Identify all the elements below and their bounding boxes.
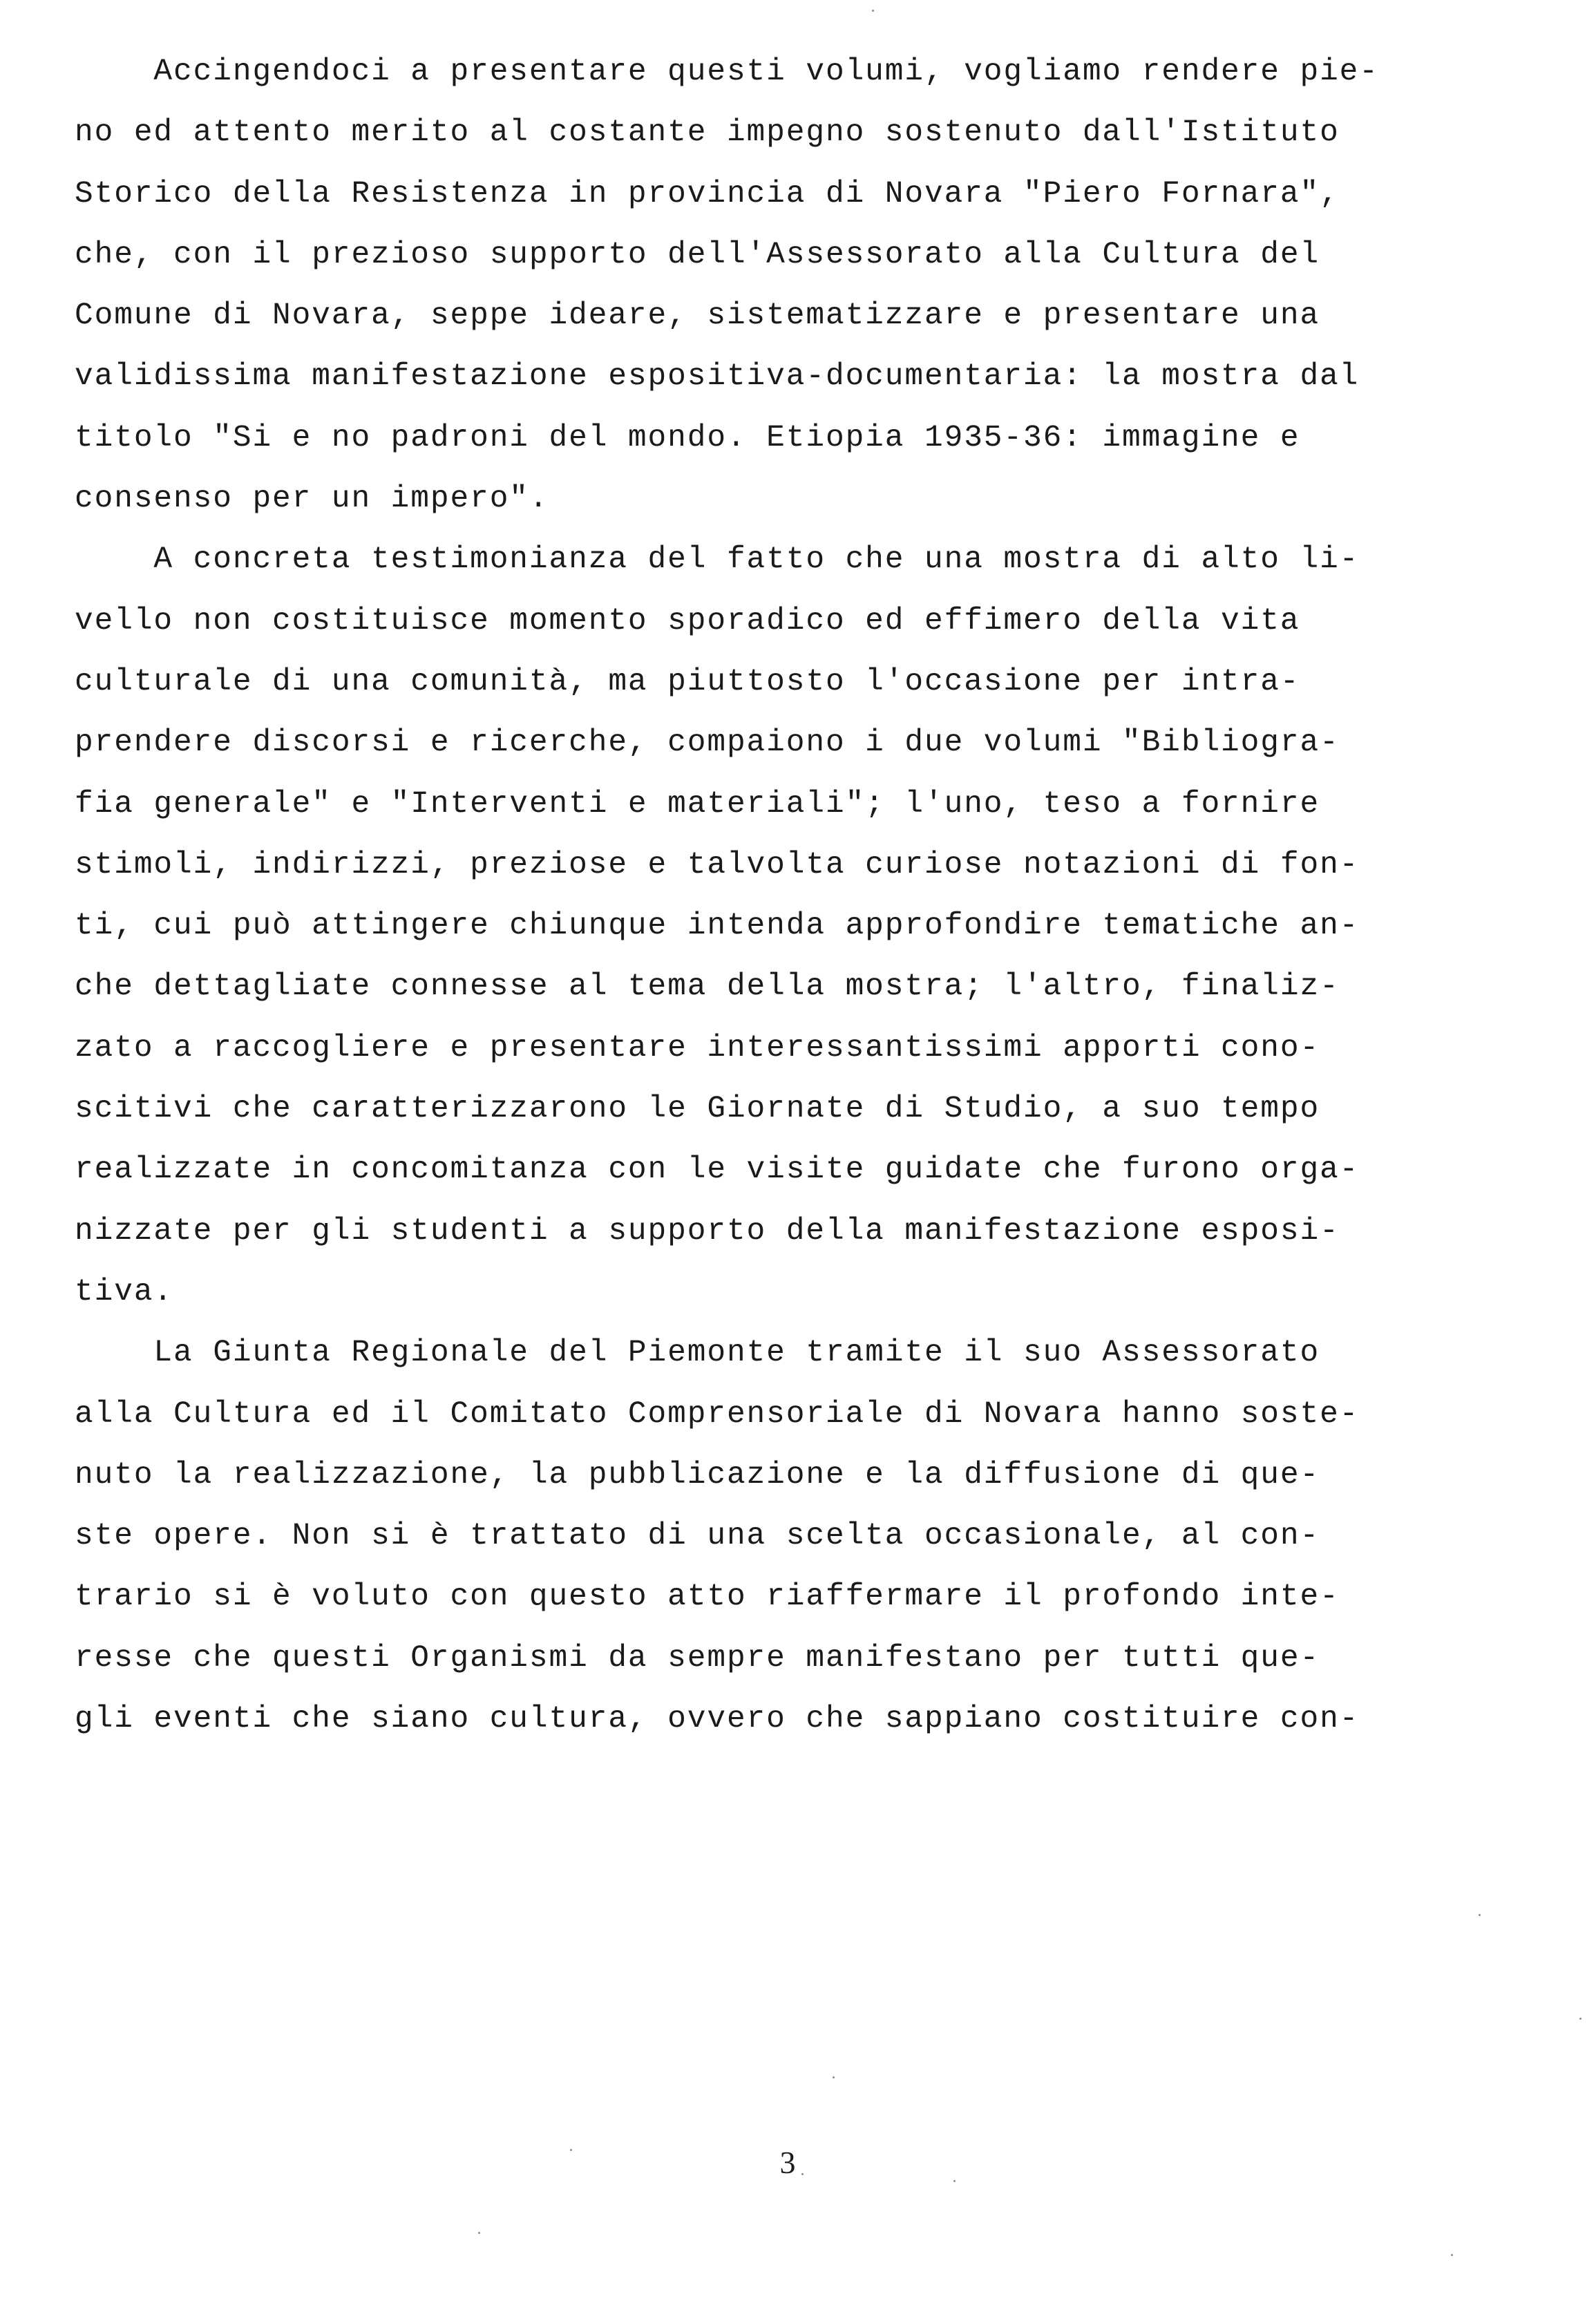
text-line: tiva. [75, 1274, 174, 1309]
scan-speck [1579, 2018, 1581, 2020]
text-line: validissima manifestazione espositiva-documentaria: la mostra dal [75, 359, 1360, 395]
text-line: Accingendoci a presentare questi volumi, vogliamo rendere pie- [75, 55, 1379, 89]
text-line: vello non costituisce momento sporadico ed effimero della vita [75, 603, 1300, 638]
scan-speck [1479, 1914, 1481, 1916]
text-line: gli eventi che siano cultura, ovvero che sappiano costituire con- [75, 1702, 1360, 1737]
text-line: che, con il prezioso supporto dell'Assessorato alla Cultura del [75, 237, 1320, 272]
text-line: titolo "Si e no padroni del mondo. Etiopia 1935-36: immagine e [75, 420, 1300, 455]
scan-speck [872, 10, 874, 12]
text-line: trario si è voluto con questo atto riaffermare il profondo inte- [75, 1580, 1340, 1615]
text-line: nuto la realizzazione, la pubblicazione e la diffusione di que- [75, 1457, 1320, 1492]
text-line: realizzate in concomitanza con le visite guidate che furono orga- [75, 1153, 1360, 1188]
scan-speck [1451, 2254, 1453, 2256]
text-line: nizzate per gli studenti a supporto della manifestazione esposi- [75, 1213, 1340, 1249]
scan-speck [833, 2076, 835, 2078]
text-line: zato a raccogliere e presentare interessantissimi apporti cono- [75, 1030, 1320, 1065]
text-line: alla Cultura ed il Comitato Comprensoriale di Novara hanno soste- [75, 1396, 1360, 1432]
text-line: Storico della Resistenza in provincia di Novara "Piero Fornara", [75, 176, 1340, 211]
text-line: La Giunta Regionale del Piemonte tramite il suo Assessorato [75, 1336, 1320, 1371]
text-line: culturale di una comunità, ma piuttosto l'occasione per intra- [75, 664, 1300, 699]
scan-speck [478, 2232, 480, 2234]
text-line: stimoli, indirizzi, preziose e talvolta curiose notazioni di fon- [75, 847, 1360, 882]
text-line: scitivi che caratterizzarono le Giornate di Studio, a suo tempo [75, 1092, 1320, 1127]
page-number: 3 [779, 2145, 796, 2180]
text-line: consenso per un impero". [75, 482, 549, 517]
scan-speck [801, 2173, 804, 2175]
scan-speck [570, 2149, 572, 2151]
text-line: che dettagliate connesse al tema della mostra; l'altro, finaliz- [75, 969, 1340, 1005]
text-line: A concreta testimonianza del fatto che una mostra di alto li- [75, 542, 1360, 578]
text-line: prendere discorsi e ricerche, compaiono i due volumi "Bibliogra- [75, 726, 1340, 761]
text-line: resse che questi Organismi da sempre manifestano per tutti que- [75, 1640, 1320, 1676]
text-line: no ed attento merito al costante impegno sostenuto dall'Istituto [75, 115, 1340, 151]
text-line: ti, cui può attingere chiunque intenda approfondire tematiche an- [75, 909, 1360, 944]
scan-speck [953, 2180, 956, 2182]
body-text [75, 41, 1456, 1750]
text-line: Comune di Novara, seppe ideare, sistematizzare e presentare una [75, 298, 1320, 334]
text-line: fia generale" e "Interventi e materiali"; l'uno, teso a fornire [75, 786, 1320, 822]
text-line: ste opere. Non si è trattato di una scelta occasionale, al con- [75, 1519, 1320, 1554]
